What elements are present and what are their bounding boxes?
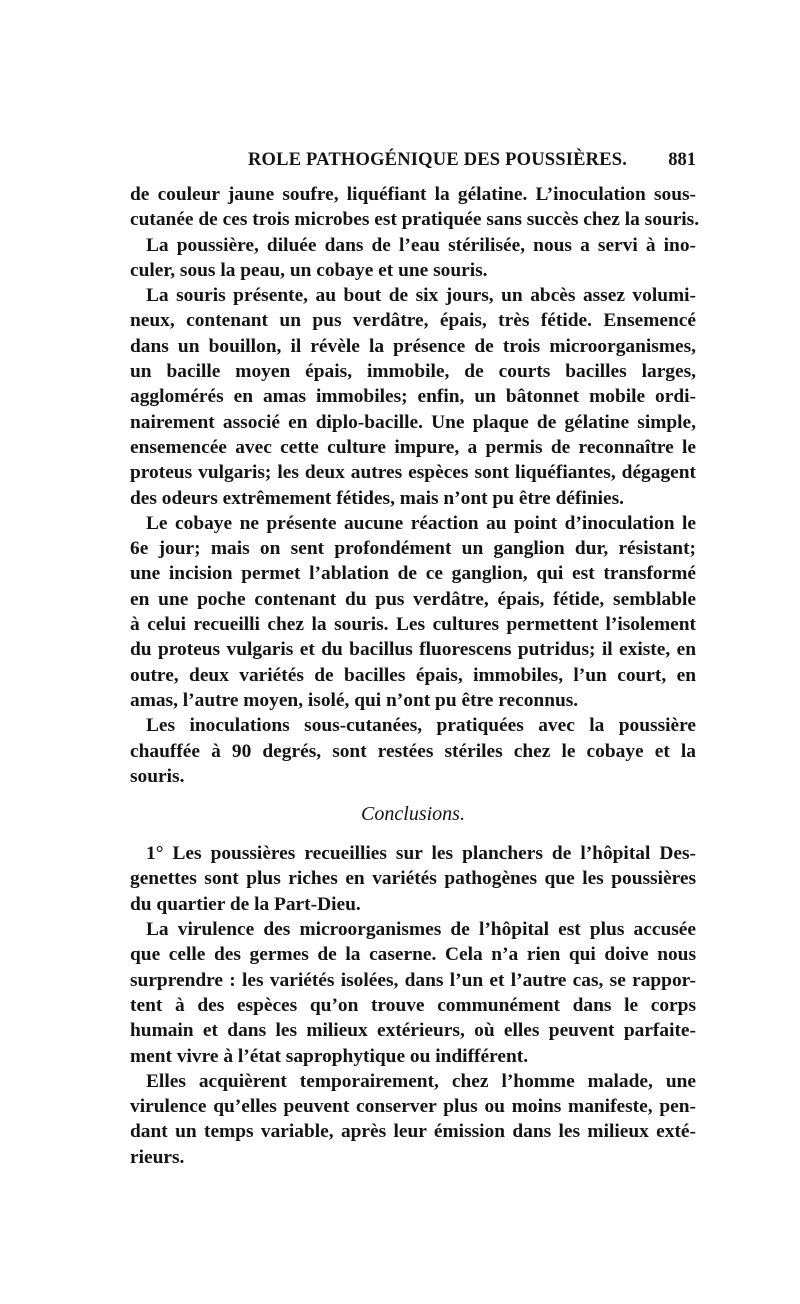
- text-line: La souris présente, au bout de six jours, un abcès assez volumi-: [146, 285, 696, 307]
- section-heading: Conclusions.: [361, 803, 465, 826]
- text-line: chauffée à 90 degrés, sont restées stériles chez le cobaye et la: [130, 740, 696, 762]
- text-line: nairement associé en diplo-bacille. Une plaque de gélatine simple,: [130, 411, 696, 433]
- text-line: ment vivre à l’état saprophytique ou indifférent.: [130, 1045, 529, 1067]
- text-line: Les inoculations sous-cutanées, pratiquées avec la poussière: [146, 715, 696, 737]
- text-line: que celle des germes de la caserne. Cela n’a rien qui doive nous: [130, 944, 696, 966]
- text-line: proteus vulgaris; les deux autres espèces sont liquéfiantes, dégagent: [130, 462, 696, 484]
- text-line: surprendre : les variétés isolées, dans l’un et l’autre cas, se rappor-: [130, 969, 696, 991]
- text-line: de couleur jaune soufre, liquéfiant la gélatine. L’inoculation sous-: [130, 184, 696, 205]
- text-line: La poussière, diluée dans de l’eau stérilisée, nous a servi à ino-: [146, 234, 696, 256]
- running-title: ROLE PATHOGÉNIQUE DES POUSSIÈRES.: [248, 150, 628, 170]
- text-line: du proteus vulgaris et du bacillus fluorescens putridus; il existe, en: [130, 639, 696, 661]
- text-line: une incision permet l’ablation de ce ganglion, qui est transformé: [130, 563, 696, 585]
- text-line: du quartier de la Part-Dieu.: [130, 893, 361, 915]
- text-line: cutanée de ces trois microbes est pratiquée sans succès chez la souris.: [130, 209, 700, 231]
- text-line: un bacille moyen épais, immobile, de courts bacilles larges,: [130, 361, 696, 383]
- page-header: [130, 150, 696, 176]
- text-line: ensemencée avec cette culture impure, a permis de reconnaître le: [130, 436, 696, 458]
- text-line: culer, sous la peau, un cobaye et une souris.: [130, 259, 488, 281]
- text-line: à celui recueilli chez la souris. Les cultures permettent l’isolement: [130, 614, 696, 636]
- text-line: souris.: [130, 765, 185, 787]
- text-line: neux, contenant un pus verdâtre, épais, très fétide. Ensemencé: [130, 310, 696, 332]
- text-line: rieurs.: [130, 1146, 185, 1168]
- text-line: Le cobaye ne présente aucune réaction au point d’inoculation le: [146, 512, 696, 534]
- text-line: genettes sont plus riches en variétés pathogènes que les poussières: [130, 868, 696, 890]
- text-line: amas, l’autre moyen, isolé, qui n’ont pu être reconnus.: [130, 689, 579, 711]
- text-line: virulence qu’elles peuvent conserver plus ou moins manifeste, pen-: [130, 1096, 696, 1118]
- text-line: Elles acquièrent temporairement, chez l’homme malade, une: [146, 1070, 696, 1092]
- text-line: 6e jour; mais on sent profondément un ganglion dur, résistant;: [130, 538, 696, 560]
- page-number: 881: [668, 150, 696, 170]
- text-line: en une poche contenant du pus verdâtre, épais, fétide, semblable: [130, 588, 696, 610]
- page-body: [130, 182, 700, 1170]
- text-line: 1° Les poussières recueillies sur les planchers de l’hôpital Des-: [146, 843, 696, 865]
- text-line: La virulence des microorganismes de l’hôpital est plus accusée: [146, 919, 696, 941]
- text-line: tent à des espèces qu’on trouve communément dans le corps: [130, 994, 696, 1016]
- text-line: dans un bouillon, il révèle la présence de trois microorganismes,: [130, 335, 696, 357]
- text-line: outre, deux variétés de bacilles épais, immobiles, l’un court, en: [130, 664, 696, 686]
- text-line: agglomérés en amas immobiles; enfin, un bâtonnet mobile ordi-: [130, 386, 696, 408]
- text-line: dant un temps variable, après leur émission dans les milieux exté-: [130, 1121, 696, 1143]
- text-line: des odeurs extrêmement fétides, mais n’ont pu être définies.: [130, 487, 625, 509]
- text-line: humain et dans les milieux extérieurs, où elles peuvent parfaite-: [130, 1020, 696, 1042]
